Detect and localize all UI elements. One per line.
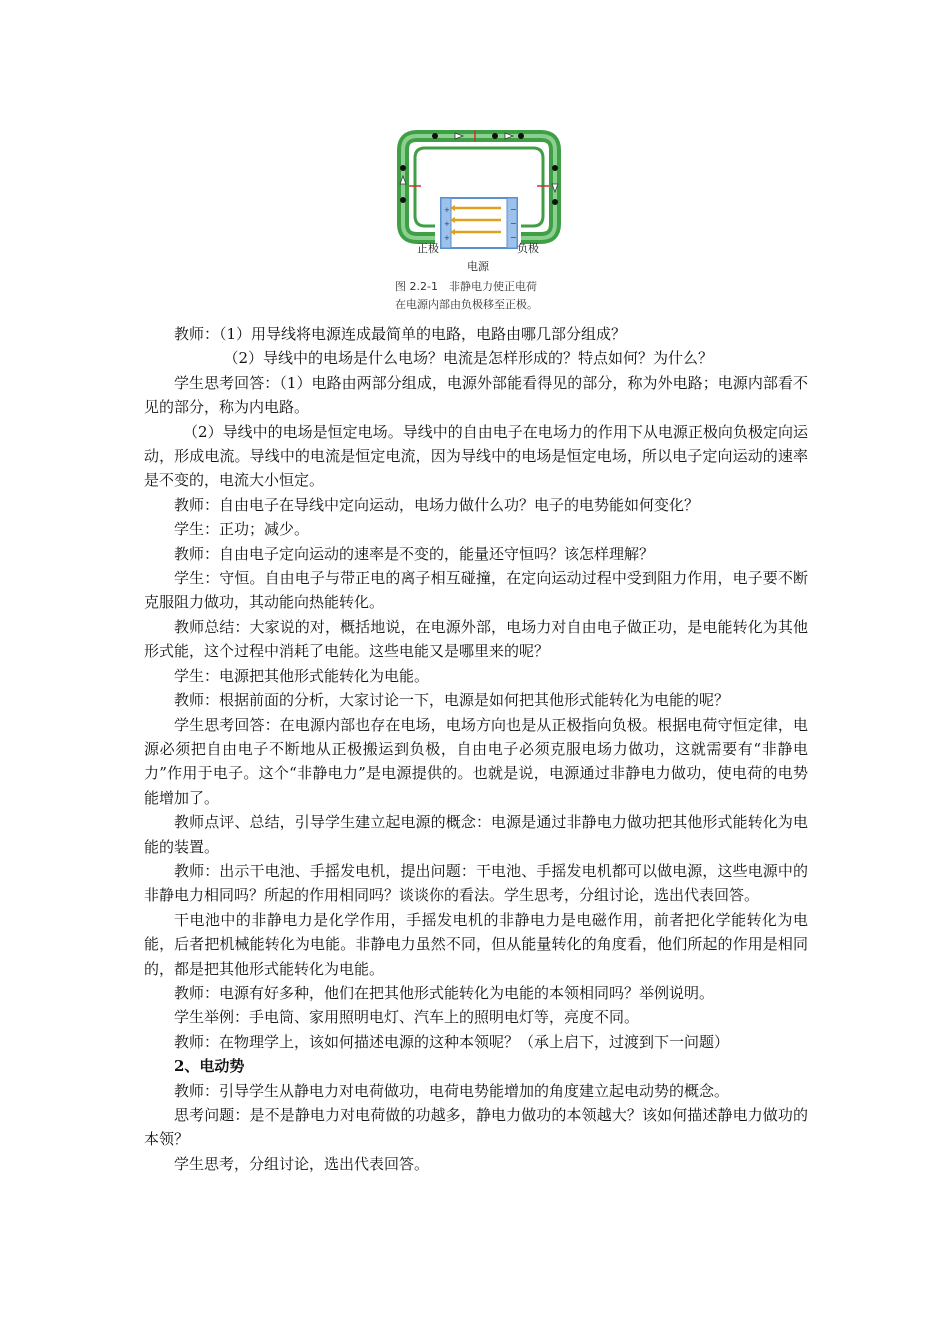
- figure-caption: [395, 278, 595, 314]
- svg-text:+: +: [444, 220, 450, 228]
- paragraph: 学生：电源把其他形式能转化为电能。: [174, 666, 430, 685]
- paragraph: 教师：引导学生从静电力对电荷做功，电荷电势能增加的角度建立起电动势的概念。: [174, 1081, 730, 1100]
- power-source-box: [441, 198, 517, 248]
- label-negative: 负极: [517, 242, 539, 255]
- paragraph: （2）导线中的电场是恒定电场。导线中的自由电子在电场力的作用下从电源正极向负极定向运动，形成电流。导线中的电流是恒定电流，因为导线中的电场是恒定电场，所以电子定向运动的速率是不变的，电流大小恒定。: [144, 422, 808, 490]
- paragraph: 教师：自由电子在导线中定向运动，电场力做什么功？电子的电势能如何变化？: [174, 495, 700, 514]
- svg-text:−: −: [510, 219, 517, 228]
- section-heading: 2、电动势: [174, 1057, 245, 1076]
- paragraph: 学生思考回答：（1）电路由两部分组成，电源外部能看得见的部分，称为外电路；电源内部看不见的部分，称为内电路。: [144, 373, 808, 417]
- label-positive: 正极: [417, 242, 439, 255]
- paragraph: 教师：出示干电池、手摇发电机，提出问题：干电池、手摇发电机都可以做电源，这些电源中的非静电力相同吗？所起的作用相同吗？谈谈你的看法。学生思考，分组讨论，选出代表回答。: [144, 861, 808, 905]
- paragraph: 学生思考回答：在电源内部也存在电场，电场方向也是从正极指向负极。根据电荷守恒定律，电源必须把自由电子不断地从正极搬运到负极，自由电子必须克服电场力做功，这就需要有“非静电力”作用于电子。这个“非静电力”是电源提供的。也就是说，电源通过非静电力做功，使电荷的电势能增加了。: [144, 715, 808, 807]
- paragraph: 教师：在物理学上，该如何描述电源的这种本领呢？（承上启下，过渡到下一问题）: [174, 1032, 730, 1051]
- svg-text:+: +: [444, 206, 450, 214]
- paragraph: 教师：自由电子定向运动的速率是不变的，能量还守恒吗？该怎样理解？: [174, 544, 655, 563]
- paragraph: 学生举例：手电筒、家用照明电灯、汽车上的照明电灯等，亮度不同。: [174, 1008, 640, 1027]
- paragraph: 教师总结：大家说的对，概括地说，在电源外部，电场力对自由电子做正功，是电能转化为其他形式能，这个过程中消耗了电能。这些电能又是哪里来的呢？: [144, 617, 808, 661]
- circuit-figure: [395, 128, 565, 278]
- label-source: 电源: [467, 260, 489, 273]
- body-text: [144, 322, 808, 1176]
- paragraph: （2）导线中的电场是什么电场？电流是怎样形成的？特点如何？为什么？: [223, 349, 714, 368]
- svg-text:−: −: [510, 205, 517, 214]
- paragraph: 教师：电源有好多种，他们在把其他形式能转化为电能的本领相同吗？举例说明。: [174, 983, 715, 1002]
- paragraph: 学生思考，分组讨论，选出代表回答。: [174, 1154, 430, 1173]
- paragraph: 教师：（1）用导线将电源连成最简单的电路，电路由哪几部分组成？: [174, 325, 627, 343]
- caption-line-1: 图 2.2-1 非静电力使正电荷: [395, 280, 537, 293]
- paragraph: 思考问题：是不是静电力对电荷做的功越多，静电力做功的本领越大？该如何描述静电力做功的本领？: [144, 1106, 808, 1149]
- paragraph: 教师：根据前面的分析，大家讨论一下，电源是如何把其他形式能转化为电能的呢？: [174, 691, 730, 710]
- svg-text:−: −: [510, 233, 517, 242]
- paragraph: 教师点评、总结，引导学生建立起电源的概念：电源是通过非静电力做功把其他形式能转化为电能的装置。: [144, 813, 808, 856]
- paragraph: 干电池中的非静电力是化学作用，手摇发电机的非静电力是电磁作用，前者把化学能转化为电能，后者把机械能转化为电能。非静电力虽然不同，但从能量转化的角度看，他们所起的作用是相同的，都是把其他形式能转化为电能。: [144, 910, 808, 978]
- paragraph: 学生：正功；减少。: [174, 520, 310, 539]
- paragraph: 学生：守恒。自由电子与带正电的离子相互碰撞，在定向运动过程中受到阻力作用，电子要不断克服阻力做功，其动能向热能转化。: [144, 569, 808, 612]
- svg-text:+: +: [444, 234, 450, 242]
- caption-line-2: 在电源内部由负极移至正极。: [395, 298, 538, 311]
